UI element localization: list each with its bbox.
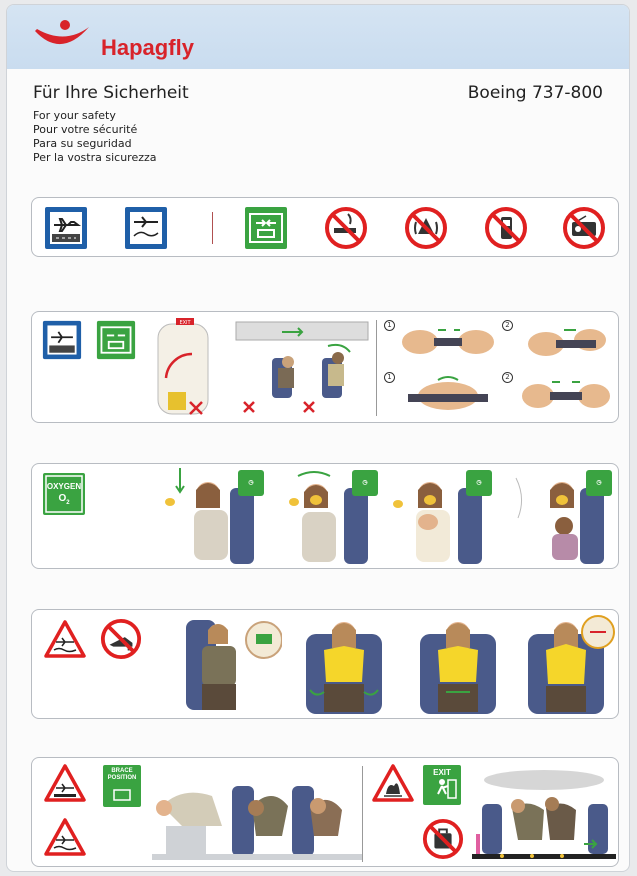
step-number: 2 [502,320,513,331]
step-number: 2 [502,372,513,383]
fire-smoke-warning-icon [372,764,414,802]
exit-door-illustration [152,318,222,418]
landing-on-water-icon [124,206,168,250]
timer-badge: ◷ [586,470,612,496]
seatbelt-fasten-hands-illustration [398,320,498,364]
brand-name [101,35,194,61]
no-radio-icon [562,206,606,250]
evacuation-illustration [472,764,616,864]
life-vest-step-put-on [294,614,394,716]
section-divider [362,766,363,862]
brand-name-b: fly [168,35,194,60]
no-smoking-icon [324,206,368,250]
water-landing-warning-icon [44,620,86,658]
brace-label-line2: POSITION [107,775,137,781]
brand-name-a: Hapag [101,35,169,60]
no-mobile-phone-icon [484,206,528,250]
page-title: Für Ihre Sicherheit [33,83,189,103]
life-vest-step-take-from-seat [172,614,282,716]
aircraft-type: Boeing 737-800 [467,83,603,103]
exit-label: EXIT [433,768,451,777]
fasten-seatbelt-sign-icon [96,320,136,360]
section-divider [212,212,213,244]
takeoff-landing-icon [42,320,82,360]
translation-fr: Pour votre sécurité [33,123,138,136]
no-high-heels-icon [100,618,142,660]
section-divider [376,320,377,416]
panel-life-vest [31,609,619,719]
brace-label-line1: BRACE [111,768,133,774]
timer-badge: ◷ [466,470,492,496]
no-electronic-devices-icon [404,206,448,250]
tui-smile-logo [31,19,91,55]
panel-oxygen [31,463,619,569]
no-baggage-icon [422,818,464,860]
safety-card [6,4,630,872]
oxygen-label [42,482,86,508]
brace-position-illustration [152,766,362,864]
panel-seatbelt-baggage [31,311,619,423]
oxygen-formula-o: O [58,493,67,504]
oxygen-formula-sub: 2 [66,500,70,506]
fasten-seatbelt-sign-icon [244,206,288,250]
brand-bar [7,5,629,69]
water-landing-warning-icon [44,818,86,856]
oxygen-formula [42,494,86,508]
step-number: 1 [384,372,395,383]
translation-es: Para su seguridad [33,137,132,150]
seatbelt-tighten-illustration [516,320,616,364]
translation-en: For your safety [33,109,116,122]
timer-badge: ◷ [238,470,264,496]
emergency-landing-warning-icon [44,764,86,802]
step-number: 1 [384,320,395,331]
brace-label [102,768,142,782]
cabin-seats-illustration [232,318,372,418]
exit-sign-text: EXIT [179,320,191,326]
title-translations [33,109,157,165]
timer-badge: ◷ [352,470,378,496]
life-vest-step-inflate [520,614,616,716]
panel-brace-evacuation [31,757,619,867]
seatbelt-release-illustration [398,370,498,418]
takeoff-landing-icon [44,206,88,250]
life-vest-step-fasten [408,614,508,716]
panel-general-rules [31,197,619,257]
oxygen-label-line1: OXYGEN [46,482,82,491]
seatbelt-open-illustration [516,370,616,418]
translation-it: Per la vostra sicurezza [33,151,157,164]
